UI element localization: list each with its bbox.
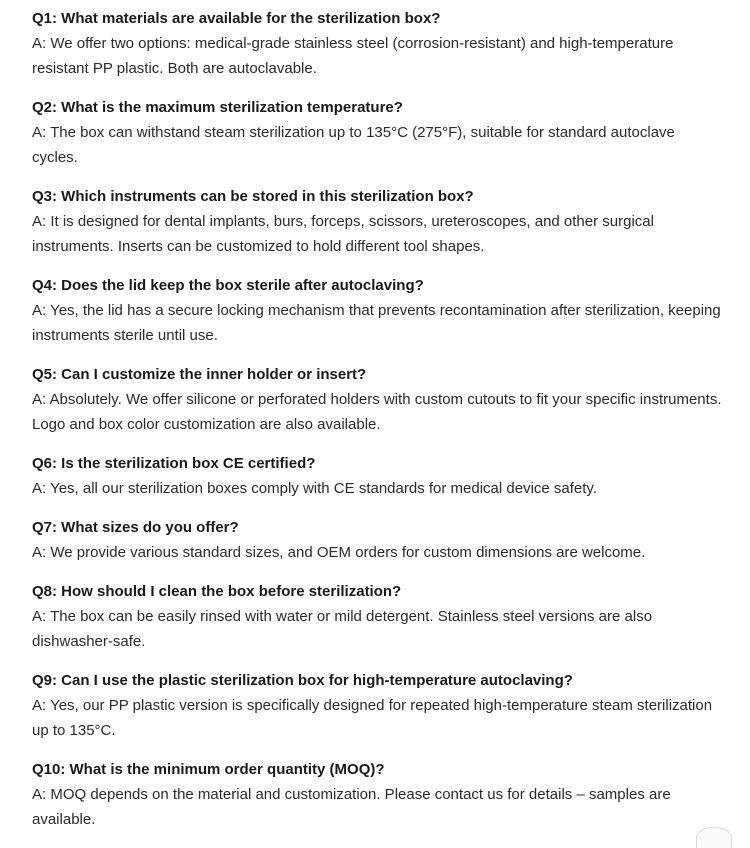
faq-question-2: Q2: What is the maximum sterilization temperature?: [32, 99, 403, 116]
faq-item-5: [32, 362, 722, 437]
faq-question-8: Q8: How should I clean the box before sterilization?: [32, 583, 402, 600]
faq-question-9: Q9: Can I use the plastic sterilization box for high-temperature autoclaving?: [32, 672, 573, 689]
faq-question-6: Q6: Is the sterilization box CE certified?: [32, 455, 316, 472]
faq-item-3: [32, 184, 722, 259]
faq-answer-5: A: Absolutely. We offer silicone or perforated holders with custom cutouts to fit your specific instruments. Logo and box color customization are also available.: [32, 391, 722, 433]
faq-answer-6: A: Yes, all our sterilization boxes comply with CE standards for medical device safety.: [32, 480, 597, 497]
faq-answer-3: A: It is designed for dental implants, burs, forceps, scissors, ureteroscopes, and other surgical instruments. Inserts can be customized to hold different tool shapes.: [32, 213, 654, 255]
faq-question-5: Q5: Can I customize the inner holder or insert?: [32, 366, 367, 383]
faq-answer-8: A: The box can be easily rinsed with water or mild detergent. Stainless steel versions are also dishwasher-safe.: [32, 608, 653, 650]
faq-question-1: Q1: What materials are available for the sterilization box?: [32, 10, 441, 27]
faq-question-4: Q4: Does the lid keep the box sterile after autoclaving?: [32, 277, 424, 294]
faq-question-7: Q7: What sizes do you offer?: [32, 519, 239, 536]
faq-question-3: Q3: Which instruments can be stored in this sterilization box?: [32, 188, 474, 205]
faq-answer-2: A: The box can withstand steam sterilization up to 135°C (275°F), suitable for standard autoclave cycles.: [32, 124, 675, 166]
faq-answer-4: A: Yes, the lid has a secure locking mechanism that prevents recontamination after sterilization, keeping instruments sterile until use.: [32, 302, 721, 344]
faq-item-4: [32, 273, 722, 348]
faq-answer-9: A: Yes, our PP plastic version is specifically designed for repeated high-temperature steam sterilization up to 135°C.: [32, 697, 713, 739]
faq-item-10: [32, 757, 722, 832]
faq-question-10: Q10: What is the minimum order quantity (MOQ)?: [32, 761, 385, 778]
faq-answer-10: A: MOQ depends on the material and customization. Please contact us for details – samples are available.: [32, 786, 671, 828]
faq-item-6: [32, 451, 722, 501]
faq-item-1: [32, 6, 722, 81]
faq-item-2: [32, 95, 722, 170]
faq-item-8: [32, 579, 722, 654]
faq-answer-1: A: We offer two options: medical-grade stainless steel (corrosion-resistant) and high-temperature resistant PP plastic. Both are autoclavable.: [32, 35, 674, 77]
faq-answer-7: A: We provide various standard sizes, and OEM orders for custom dimensions are welcome.: [32, 544, 646, 561]
faq-item-7: [32, 515, 722, 565]
faq-item-9: [32, 668, 722, 743]
faq-list: [32, 6, 722, 846]
